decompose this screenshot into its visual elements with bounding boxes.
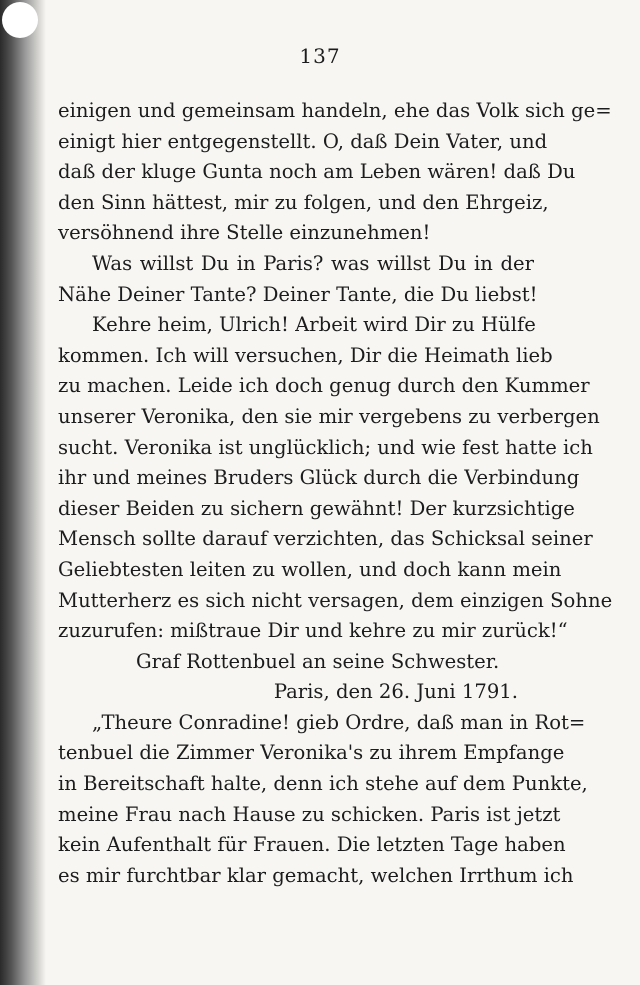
- text-line: Was willst Du in Paris? was willst Du in der: [92, 251, 534, 275]
- text-line: Geliebtesten leiten zu wollen, und doch kann mein: [58, 557, 562, 581]
- text-line: Mutterherz es sich nicht versagen, dem einzigen Sohne: [58, 588, 613, 612]
- text-line: kommen. Ich will versuchen, Dir die Heimath lieb: [58, 343, 553, 367]
- text-line: Kehre heim, Ulrich! Arbeit wird Dir zu Hülfe: [92, 313, 536, 337]
- text-line: dieser Beiden zu sichern gewähnt! Der kurzsichtige: [58, 496, 575, 520]
- dateline: Paris, den 26. Juni 1791.: [273, 680, 518, 704]
- text-line: kein Aufenthalt für Frauen. Die letzten Tage haben: [58, 833, 566, 857]
- page-text: [58, 96, 613, 891]
- page-number: 137: [299, 44, 341, 68]
- text-line: sucht. Veronika ist unglücklich; und wie fest hatte ich: [58, 435, 593, 459]
- text-line: in Bereitschaft halte, denn ich stehe auf dem Punkte,: [58, 772, 588, 796]
- text-line: „Theure Conradine! gieb Ordre, daß man in Rot=: [92, 710, 586, 734]
- text-line: es mir furchtbar klar gemacht, welchen Irrthum ich: [58, 863, 574, 887]
- text-line: zu machen. Leide ich doch genug durch den Kummer: [58, 374, 590, 398]
- text-line: unserer Veronika, den sie mir vergebens zu verbergen: [58, 404, 600, 428]
- text-line: daß der kluge Gunta noch am Leben wären! daß Du: [58, 160, 576, 184]
- text-line: Nähe Deiner Tante? Deiner Tante, die Du liebst!: [58, 282, 538, 306]
- text-line: den Sinn hättest, mir zu folgen, und den Ehrgeiz,: [58, 190, 549, 214]
- text-line: versöhnend ihre Stelle einzunehmen!: [58, 221, 431, 245]
- text-line: Mensch sollte darauf verzichten, das Schicksal seiner: [58, 527, 593, 551]
- text-line: einigt hier entgegenstellt. O, daß Dein Vater, und: [58, 129, 548, 153]
- text-line: tenbuel die Zimmer Veronika's zu ihrem Empfange: [58, 741, 565, 765]
- letter-heading: Graf Rottenbuel an seine Schwester.: [136, 649, 500, 673]
- text-line: ihr und meines Bruders Glück durch die Verbindung: [58, 466, 580, 490]
- punch-hole: [2, 2, 38, 38]
- text-line: einigen und gemeinsam handeln, ehe das Volk sich ge=: [58, 99, 612, 122]
- text-line: zuzurufen: mißtraue Dir und kehre zu mir zurück!“: [58, 619, 568, 643]
- text-line: meine Frau nach Hause zu schicken. Paris ist jetzt: [58, 802, 561, 826]
- binding-shadow: [0, 0, 46, 985]
